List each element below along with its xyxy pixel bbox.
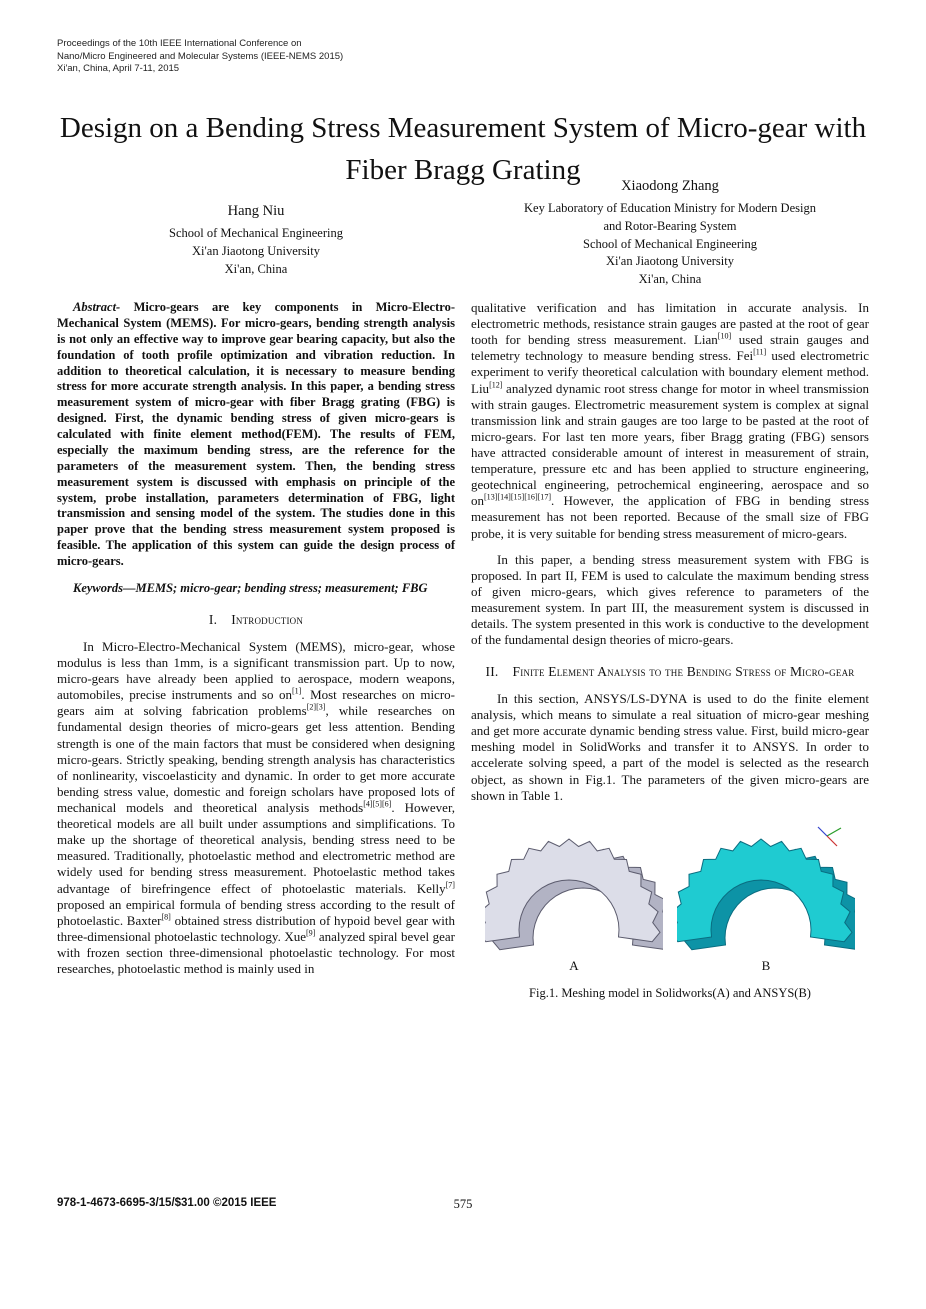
page-number: 575	[453, 1197, 473, 1211]
abstract-label: Abstract-	[73, 300, 121, 314]
paper-title: Design on a Bending Stress Measurement System of Micro-gear with Fiber Bragg Grating	[59, 112, 867, 187]
section-2-number: II.	[485, 664, 499, 680]
conference-header	[57, 38, 343, 76]
figure1-caption: Fig.1. Meshing model in Solidworks(A) and ANSYS(B)	[529, 985, 811, 1000]
figure-1-labels	[471, 958, 869, 974]
figure-1	[471, 824, 869, 1002]
author-left-name: Hang Niu	[227, 203, 285, 219]
paper-outline-paragraph: In this paper, a bending stress measurement system with FBG is proposed. In part II, FEM is used to calculate the maximum bending stress of given micro-gears, which gives reference to parameters of the measurement system. In part III, the measurement system is discussed in details. The system presented in this work is conductive to the development of the fundamental design theories of micro-gears.	[471, 551, 869, 648]
author-right-name: Xiaodong Zhang	[621, 178, 719, 194]
left-column	[57, 300, 455, 1001]
header-line-1: Proceedings of the 10th IEEE International Conference on	[57, 38, 302, 49]
section-1-number: I.	[208, 612, 218, 628]
section-2-heading	[471, 664, 869, 681]
fem-paragraph: In this section, ANSYS/LS-DYNA is used to do the finite element analysis, which means to simulate a real situation of micro-gear meshing and get more accurate dynamic bending stress value. First, build micro-gear meshing model in SolidWorks and transfer it to ANSYS. In order to accelerate solving speed, a part of the model is selected as the research object, as shown in Fig.1. The parameters of the given micro-gears are shown in Table 1.	[471, 691, 869, 803]
abstract-text: Micro-gears are key components in Micro-Electro-Mechanical System (MEMS). For micro-gears, bending strength analysis is not only an effective way to improve gear bearing capacity, but also the foundation of tooth profile optimization and vibration reduction. In addition to theoretical calculation, it is necessary to measure bending stress for more accurate strength analysis. In this paper, a bending stress measurement system of micro-gear with fiber Bragg grating (FBG) is designed. First, the dynamic bending stress of given micro-gears is calculated with finite element method(FEM). The results of FEM, especially the maximum bending stress, are the reference for the parameters of the measurement system. Then, the bending stress measurement system is discussed with emphasis on principle of the system, probe installation, parameters determination of FBG, light transmission and sensing model of the system. The studies done in this paper prove that the bending stress measurement system proposed is feasible. The application of this system can guide the design process of micro-gears.	[57, 300, 455, 568]
figure1-ansys-gear-model-image	[677, 824, 855, 952]
right-column	[471, 300, 869, 1001]
keywords: Keywords—MEMS; micro-gear; bending stress; measurement; FBG	[73, 580, 428, 595]
author-left	[57, 178, 455, 289]
figure1-label-a: A	[569, 957, 579, 973]
author-left-affiliation: School of Mechanical Engineering Xi'an Jiaotong University Xi'an, China	[169, 226, 343, 276]
section-1-title: Introduction	[231, 612, 304, 628]
body-columns	[57, 300, 869, 1001]
author-blocks	[57, 178, 869, 289]
figure1-label-b: B	[761, 957, 771, 973]
abstract	[57, 300, 455, 570]
author-right	[471, 178, 869, 289]
section-2-title: Finite Element Analysis to the Bending Stress of Micro-gear	[512, 664, 855, 680]
footer-copyright: 978-1-4673-6695-3/15/$31.00 ©2015 IEEE	[57, 1197, 277, 1209]
introduction-paragraph: In Micro-Electro-Mechanical System (MEMS), micro-gear, whose modulus is less than 1mm, is a significant transmission part. Up to now, micro-gears have already been applied to aerospace, modern weapons, automobiles, precise instruments and so on[1]. Most researches on micro-gears aim at solving fabrication problems[2][3], while researches on fundamental design theories of micro-gears get less attention. Bending strength is one of the main factors that must be considered when designing micro-gears. Strictly speaking, bending strength analysis has characteristics of nonlinearity, viscoelasticity and dynamic. In order to get more accurate bending stress value, domestic and foreign scholars have proposed lots of mechanical models and theoretical analysis methods[4][5][6]. However, theoretical models are all built under assumptions and simplifications. To make up the shortage of theoretical analysis, bending stress need to be measured. Traditionally, photoelastic method and electrometric method are widely used for bending stress measurement. Photoelastic method takes advantage of birefringence effect of photoelastic materials. Kelly[7] proposed an empirical formula of bending stress according to the result of photoelastic. Baxter[8] obtained stress distribution of hypoid bevel gear with three-dimensional photoelastic technology. Xue[9] analyzed spiral bevel gear with frozen section three-dimensional photoelastic technology. For most researches, photoelastic method is mainly used in	[57, 638, 455, 977]
header-line-3: Xi'an, China, April 7-11, 2015	[57, 63, 180, 75]
section-1-heading	[57, 612, 455, 629]
intro-continued-paragraph: qualitative verification and has limitation in accurate analysis. In electrometric methods, resistance strain gauges are pasted at the root of gear tooth for bending stress measurement. Lian[10] used strain gauges and telemetry technology to measure bending stress. Fei[11] used electrometric experiment to verify theoretical calculation with boundary element method. Liu[12] analyzed dynamic root stress change for motor in wheel transmission with strain gauges. Electrometric measurement system is complex at signal transmission link and strain gauges are too large to be pasted at the root of micro-gears. For last ten more years, fiber Bragg grating (FBG) sensors have attracted considerable amount of interest in measurement of strain, temperature, pressure etc and has been applied to structure engineering, geotechnical engineering, petrochemical engineering, aerospace and so on[13][14][15][16][17]. However, the application of FBG in bending stress measurement has not been reported. Because of the small size of FBG probe, it is very suitable for bending stress measurement of micro-gears.	[471, 300, 869, 541]
header-line-2: Nano/Micro Engineered and Molecular Systems (IEEE-NEMS 2015)	[57, 50, 344, 62]
figure1-solidworks-gear-model-image	[485, 824, 663, 952]
author-right-affiliation: Key Laboratory of Education Ministry for Modern Design and Rotor-Bearing System School of Mechanical Engineering Xi'an Jiaotong University Xi'an, China	[524, 201, 816, 286]
figure-1-images	[471, 824, 869, 952]
